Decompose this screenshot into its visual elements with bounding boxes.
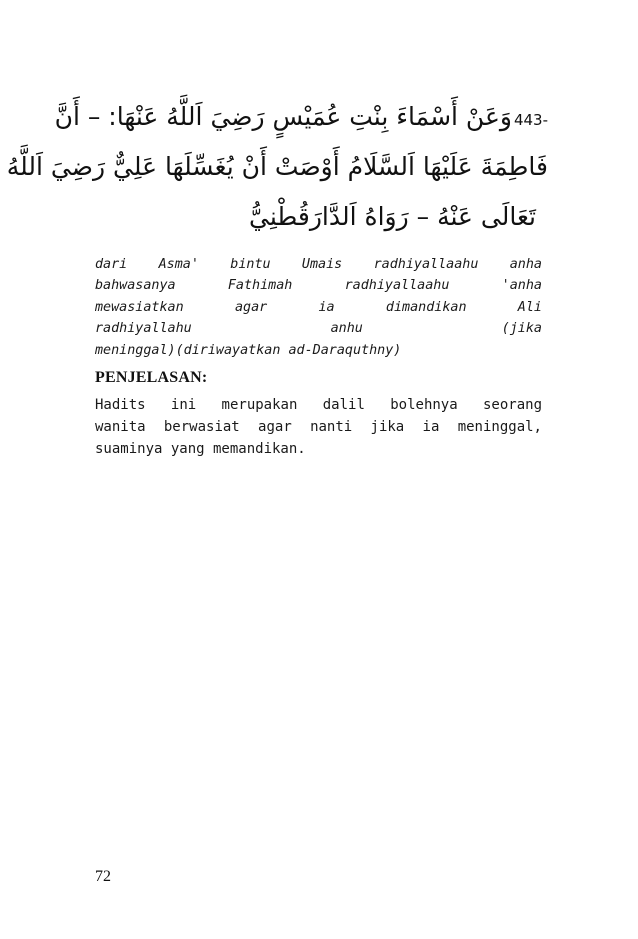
translation-line: radhiyallahu anhu (jika xyxy=(95,321,542,337)
arabic-line-1-text: وَعَنْ أَسْمَاءَ بِنْتِ عُمَيْسٍ رَضِيَ اَللَّهُ عَنْهَا: – أَنَّ xyxy=(54,102,512,131)
hadith-number: 443- xyxy=(513,111,548,129)
translation-line: meninggal)(diriwayatkan ad-Daraquthny) xyxy=(95,342,402,358)
explanation-line: suaminya yang memandikan. xyxy=(95,441,306,457)
translation-line: mewasiatkan agar ia dimandikan Ali xyxy=(95,299,542,315)
translation-line: dari Asma' bintu Umais radhiyallaahu anha xyxy=(95,257,542,272)
section-heading: PENJELASAN: xyxy=(95,369,208,386)
explanation-line: wanita berwasiat agar nanti jika ia meninggal, xyxy=(95,419,542,435)
hadith-translation xyxy=(95,254,542,361)
arabic-line-3: تَعَالَى عَنْهُ – رَوَاهُ اَلدَّارَقُطْنِيُّ xyxy=(249,202,536,231)
page-number: 72 xyxy=(95,868,111,885)
hadith-arabic-text xyxy=(6,92,548,242)
arabic-line-2: فَاطِمَةَ عَلَيْهَا اَلسَّلَامُ أَوْصَتْ أَنْ يُغَسِّلَهَا عَلِيٌّ رَضِيَ اَللَّهُ xyxy=(6,152,548,181)
explanation-paragraph xyxy=(95,394,542,460)
translation-line: bahwasanya Fathimah radhiyallaahu 'anha xyxy=(95,278,542,294)
explanation-line: Hadits ini merupakan dalil bolehnya seorang xyxy=(95,397,542,413)
arabic-line-1 xyxy=(54,92,548,142)
